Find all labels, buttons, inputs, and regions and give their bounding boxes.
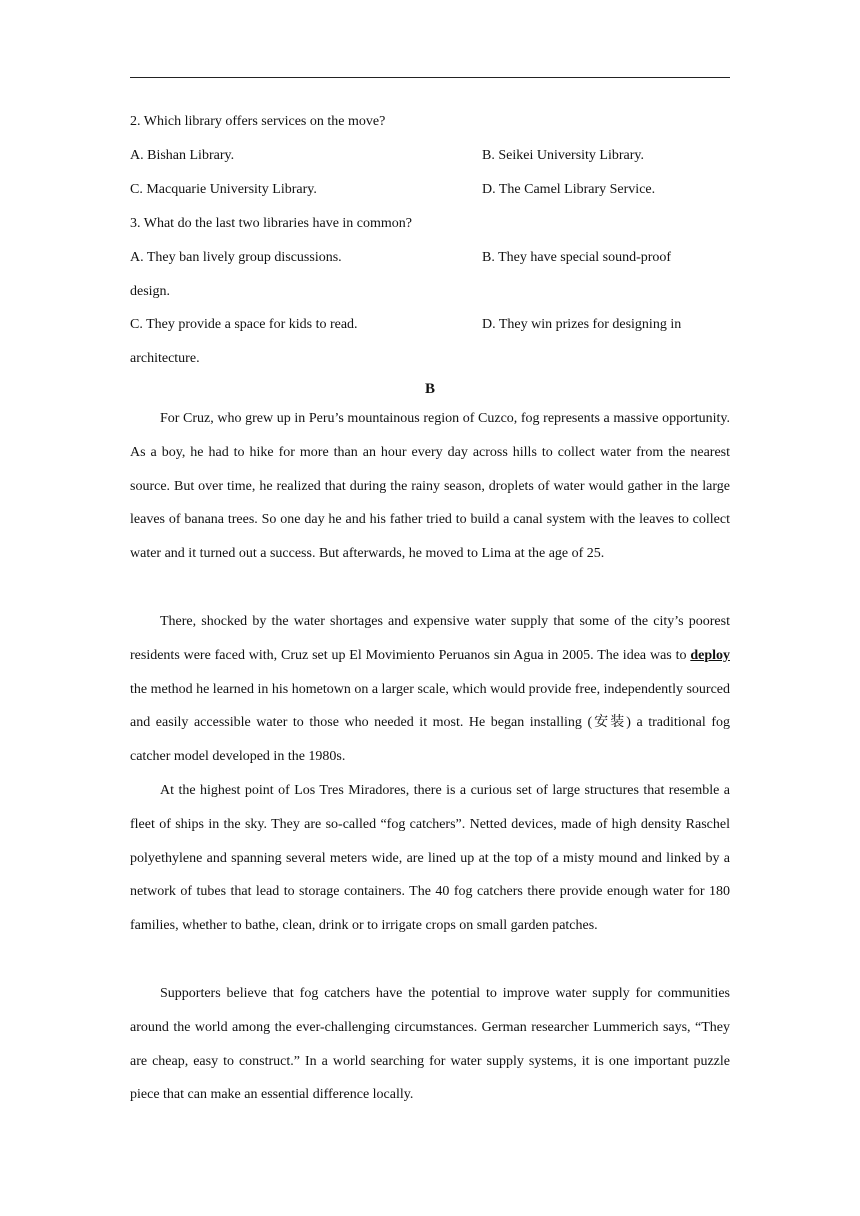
header-rule <box>130 77 730 78</box>
question-3-option-c: C. They provide a space for kids to read. <box>130 317 358 332</box>
paragraph-2-text-after: the method he learned in his hometown on a larger scale, which would provide free, independently sourced and easily accessible water to those who needed it most. He began installing (安装) a traditional fog catcher model developed in the 1980s. <box>130 681 730 765</box>
paragraph-4: Supporters believe that fog catchers have the potential to improve water supply for communities around the world among the ever-challenging circumstances. German researcher Lummerich says, “They are cheap, easy to construct.” In a world searching for water supply systems, it is one important puzzle piece that can make an essential difference locally. <box>130 986 730 1103</box>
question-3-option-d: D. They win prizes for designing in <box>482 317 682 332</box>
paragraph-3: At the highest point of Los Tres Miradores, there is a curious set of large structures that resemble a fleet of ships in the sky. They are so-called “fog catchers”. Netted devices, made of high density Raschel polyethylene and spanning several meters wide, are lined up at the top of a misty mound and linked by a network of tubes that lead to storage containers. The 40 fog catchers there provide enough water for 180 families, whether to bathe, clean, drink or to irrigate crops on small garden patches. <box>130 783 730 934</box>
paragraph-2 <box>130 605 730 774</box>
question-2-option-a: A. Bishan Library. <box>130 148 235 163</box>
paragraph-1: For Cruz, who grew up in Peru’s mountainous region of Cuzco, fog represents a massive opportunity. As a boy, he had to hike for more than an hour every day across hills to collect water from the nearest source. But over time, he realized that during the rainy season, droplets of water would gather in the large leaves of banana trees. So one day he and his father tried to build a canal system with the leaves to collect water and it turned out a success. But afterwards, he moved to Lima at the age of 25. <box>130 411 730 562</box>
question-2-stem: 2. Which library offers services on the move? <box>130 114 386 129</box>
question-3-option-b-continued: design. <box>130 284 171 299</box>
section-title: B <box>424 381 435 397</box>
paragraph-2-text-before: There, shocked by the water shortages and expensive water supply that some of the city’s poorest residents were faced with, Cruz set up El Movimiento Peruanos sin Agua in 2005. The idea was to <box>130 614 730 663</box>
question-3-option-a: A. They ban lively group discussions. <box>130 250 342 265</box>
question-2-option-c: C. Macquarie University Library. <box>130 182 317 197</box>
keyword-deploy: deploy <box>690 647 730 663</box>
question-3-option-d-continued: architecture. <box>130 351 200 366</box>
question-3-stem: 3. What do the last two libraries have in common? <box>130 216 413 231</box>
question-2-option-d: D. The Camel Library Service. <box>482 182 656 197</box>
question-3-option-b: B. They have special sound-proof <box>482 250 672 265</box>
question-2-option-b: B. Seikei University Library. <box>482 148 645 163</box>
